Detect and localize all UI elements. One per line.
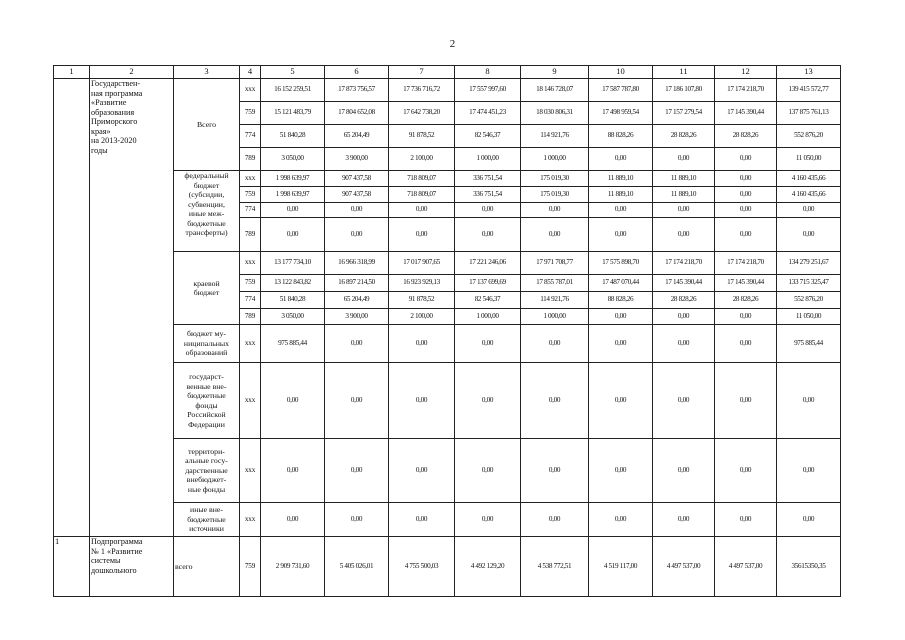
value-cell: 0,00 bbox=[325, 218, 389, 252]
code-cell: 774 bbox=[240, 292, 261, 309]
value-cell: 0,00 bbox=[777, 203, 841, 218]
code-cell: xxx bbox=[240, 252, 261, 275]
funding-source-label: всего bbox=[174, 537, 240, 597]
value-cell: 17 736 716,72 bbox=[389, 79, 455, 102]
value-cell: 51 840,28 bbox=[261, 125, 325, 148]
value-cell: 0,00 bbox=[261, 439, 325, 503]
value-cell: 16 897 214,50 bbox=[325, 275, 389, 292]
code-cell: xxx bbox=[240, 79, 261, 102]
code-cell: xxx bbox=[240, 503, 261, 537]
value-cell: 91 878,52 bbox=[389, 292, 455, 309]
value-cell: 4 497 537,00 bbox=[653, 537, 715, 597]
value-cell: 2 100,00 bbox=[389, 309, 455, 325]
value-cell: 65 204,49 bbox=[325, 292, 389, 309]
value-cell: 17 186 107,80 bbox=[653, 79, 715, 102]
value-cell: 0,00 bbox=[521, 218, 589, 252]
value-cell: 114 921,76 bbox=[521, 125, 589, 148]
value-cell: 137 875 761,13 bbox=[777, 102, 841, 125]
value-cell: 15 121 483,79 bbox=[261, 102, 325, 125]
value-cell: 28 828,26 bbox=[715, 292, 777, 309]
value-cell: 11 050,00 bbox=[777, 309, 841, 325]
value-cell: 1 000,00 bbox=[455, 309, 521, 325]
value-cell: 175 019,30 bbox=[521, 187, 589, 203]
value-cell: 17 017 907,65 bbox=[389, 252, 455, 275]
funding-source-label: территори- альные госу- дарственные внебюджет- ные фонды bbox=[174, 439, 240, 503]
value-cell: 0,00 bbox=[389, 439, 455, 503]
value-cell: 17 642 738,20 bbox=[389, 102, 455, 125]
value-cell: 975 885,44 bbox=[261, 325, 325, 363]
value-cell: 0,00 bbox=[715, 171, 777, 187]
value-cell: 0,00 bbox=[777, 439, 841, 503]
value-cell: 0,00 bbox=[715, 218, 777, 252]
value-cell: 16 923 929,13 bbox=[389, 275, 455, 292]
program-number-cell bbox=[54, 79, 90, 537]
value-cell: 11 889,10 bbox=[653, 187, 715, 203]
subprogram-name: Подпрограмма № 1 «Развитие системы дошкольного bbox=[90, 537, 174, 597]
code-cell: 789 bbox=[240, 218, 261, 252]
value-cell: 0,00 bbox=[653, 363, 715, 439]
code-cell: 774 bbox=[240, 125, 261, 148]
funding-source-label: иные вне- бюджетные источники bbox=[174, 503, 240, 537]
value-cell: 0,00 bbox=[715, 148, 777, 171]
value-cell: 17 145 390,44 bbox=[715, 275, 777, 292]
value-cell: 17 557 997,60 bbox=[455, 79, 521, 102]
value-cell: 1 000,00 bbox=[521, 148, 589, 171]
value-cell: 28 828,26 bbox=[653, 125, 715, 148]
value-cell: 0,00 bbox=[325, 503, 389, 537]
value-cell: 0,00 bbox=[261, 218, 325, 252]
value-cell: 17 873 756,57 bbox=[325, 79, 389, 102]
value-cell: 552 876,20 bbox=[777, 125, 841, 148]
funding-source-label: краевой бюджет bbox=[174, 252, 240, 325]
value-cell: 4 538 772,51 bbox=[521, 537, 589, 597]
value-cell: 28 828,26 bbox=[653, 292, 715, 309]
value-cell: 0,00 bbox=[777, 363, 841, 439]
value-cell: 0,00 bbox=[455, 363, 521, 439]
column-header: 11 bbox=[653, 66, 715, 79]
value-cell: 4 755 500,03 bbox=[389, 537, 455, 597]
value-cell: 4 497 537,00 bbox=[715, 537, 777, 597]
value-cell: 11 889,10 bbox=[653, 171, 715, 187]
value-cell: 0,00 bbox=[261, 363, 325, 439]
value-cell: 51 840,28 bbox=[261, 292, 325, 309]
value-cell: 2 100,00 bbox=[389, 148, 455, 171]
budget-table bbox=[53, 65, 841, 597]
value-cell: 17 157 279,54 bbox=[653, 102, 715, 125]
value-cell: 17 174 218,70 bbox=[653, 252, 715, 275]
value-cell: 0,00 bbox=[261, 203, 325, 218]
value-cell: 0,00 bbox=[455, 218, 521, 252]
value-cell: 0,00 bbox=[325, 439, 389, 503]
value-cell: 0,00 bbox=[589, 325, 653, 363]
column-header: 7 bbox=[389, 66, 455, 79]
value-cell: 88 828,26 bbox=[589, 125, 653, 148]
value-cell: 17 221 246,06 bbox=[455, 252, 521, 275]
value-cell: 336 751,54 bbox=[455, 187, 521, 203]
value-cell: 1 000,00 bbox=[455, 148, 521, 171]
value-cell: 175 019,30 bbox=[521, 171, 589, 187]
value-cell: 0,00 bbox=[715, 187, 777, 203]
value-cell: 11 889,10 bbox=[589, 187, 653, 203]
value-cell: 0,00 bbox=[777, 218, 841, 252]
value-cell: 4 160 435,66 bbox=[777, 187, 841, 203]
column-header: 9 bbox=[521, 66, 589, 79]
value-cell: 0,00 bbox=[521, 203, 589, 218]
code-cell: xxx bbox=[240, 325, 261, 363]
column-header: 6 bbox=[325, 66, 389, 79]
value-cell: 17 174 218,70 bbox=[715, 252, 777, 275]
value-cell: 65 204,49 bbox=[325, 125, 389, 148]
column-header: 3 bbox=[174, 66, 240, 79]
value-cell: 17 971 708,77 bbox=[521, 252, 589, 275]
funding-source-label: государст- венные вне- бюджетные фонды Российской Федерации bbox=[174, 363, 240, 439]
funding-source-label: федеральный бюджет (субсидии, субвенции, иные меж- бюджетные трансферты) bbox=[174, 171, 240, 252]
value-cell: 0,00 bbox=[455, 203, 521, 218]
value-cell: 0,00 bbox=[715, 309, 777, 325]
value-cell: 0,00 bbox=[389, 218, 455, 252]
code-cell: 774 bbox=[240, 203, 261, 218]
value-cell: 0,00 bbox=[325, 203, 389, 218]
value-cell: 114 921,76 bbox=[521, 292, 589, 309]
value-cell: 4 492 129,20 bbox=[455, 537, 521, 597]
value-cell: 552 876,20 bbox=[777, 292, 841, 309]
value-cell: 17 145 390,44 bbox=[715, 102, 777, 125]
column-header: 4 bbox=[240, 66, 261, 79]
value-cell: 17 575 898,70 bbox=[589, 252, 653, 275]
value-cell: 0,00 bbox=[777, 503, 841, 537]
value-cell: 0,00 bbox=[589, 148, 653, 171]
value-cell: 0,00 bbox=[521, 439, 589, 503]
value-cell: 0,00 bbox=[389, 203, 455, 218]
value-cell: 0,00 bbox=[521, 325, 589, 363]
value-cell: 11 889,10 bbox=[589, 171, 653, 187]
code-cell: 789 bbox=[240, 148, 261, 171]
value-cell: 0,00 bbox=[653, 218, 715, 252]
column-header: 13 bbox=[777, 66, 841, 79]
value-cell: 88 828,26 bbox=[589, 292, 653, 309]
column-header: 5 bbox=[261, 66, 325, 79]
value-cell: 2 909 731,60 bbox=[261, 537, 325, 597]
column-header: 2 bbox=[90, 66, 174, 79]
page-number: 2 bbox=[449, 38, 456, 50]
value-cell: 0,00 bbox=[589, 218, 653, 252]
code-cell: xxx bbox=[240, 171, 261, 187]
value-cell: 975 885,44 bbox=[777, 325, 841, 363]
value-cell: 16 966 318,99 bbox=[325, 252, 389, 275]
value-cell: 18 030 806,31 bbox=[521, 102, 589, 125]
value-cell: 0,00 bbox=[715, 203, 777, 218]
code-cell: xxx bbox=[240, 439, 261, 503]
value-cell: 0,00 bbox=[455, 503, 521, 537]
code-cell: 789 bbox=[240, 309, 261, 325]
value-cell: 17 137 699,69 bbox=[455, 275, 521, 292]
value-cell: 35615350,35 bbox=[777, 537, 841, 597]
value-cell: 13 177 734,10 bbox=[261, 252, 325, 275]
subprogram-row bbox=[54, 537, 841, 597]
value-cell: 0,00 bbox=[715, 363, 777, 439]
value-cell: 133 715 325,47 bbox=[777, 275, 841, 292]
subprogram-number: 1 bbox=[54, 537, 90, 597]
value-cell: 907 437,58 bbox=[325, 187, 389, 203]
value-cell: 0,00 bbox=[389, 503, 455, 537]
code-cell: 759 bbox=[240, 187, 261, 203]
value-cell: 1 000,00 bbox=[521, 309, 589, 325]
value-cell: 0,00 bbox=[715, 503, 777, 537]
value-cell: 0,00 bbox=[715, 439, 777, 503]
value-cell: 0,00 bbox=[653, 439, 715, 503]
value-cell: 82 546,37 bbox=[455, 292, 521, 309]
value-cell: 0,00 bbox=[653, 309, 715, 325]
value-cell: 718 809,07 bbox=[389, 171, 455, 187]
value-cell: 17 855 787,01 bbox=[521, 275, 589, 292]
column-header: 10 bbox=[589, 66, 653, 79]
value-cell: 139 415 572,77 bbox=[777, 79, 841, 102]
value-cell: 0,00 bbox=[589, 309, 653, 325]
value-cell: 3 050,00 bbox=[261, 148, 325, 171]
value-cell: 3 050,00 bbox=[261, 309, 325, 325]
value-cell: 4 160 435,66 bbox=[777, 171, 841, 187]
value-cell: 3 900,00 bbox=[325, 148, 389, 171]
column-header: 12 bbox=[715, 66, 777, 79]
code-cell: 759 bbox=[240, 537, 261, 597]
value-cell: 718 809,07 bbox=[389, 187, 455, 203]
value-cell: 0,00 bbox=[455, 325, 521, 363]
value-cell: 0,00 bbox=[261, 503, 325, 537]
value-cell: 13 122 843,82 bbox=[261, 275, 325, 292]
value-cell: 5 405 026,01 bbox=[325, 537, 389, 597]
value-cell: 16 152 259,51 bbox=[261, 79, 325, 102]
value-cell: 0,00 bbox=[589, 503, 653, 537]
value-cell: 0,00 bbox=[325, 363, 389, 439]
value-cell: 17 487 070,44 bbox=[589, 275, 653, 292]
value-cell: 0,00 bbox=[653, 325, 715, 363]
value-cell: 1 998 639,97 bbox=[261, 171, 325, 187]
value-cell: 0,00 bbox=[653, 148, 715, 171]
value-cell: 0,00 bbox=[653, 203, 715, 218]
value-cell: 0,00 bbox=[653, 503, 715, 537]
funding-source-label: бюджет му- ниципальных образований bbox=[174, 325, 240, 363]
value-cell: 0,00 bbox=[715, 325, 777, 363]
funding-source-label: Всего bbox=[174, 79, 240, 171]
value-cell: 17 145 390,44 bbox=[653, 275, 715, 292]
header-row bbox=[54, 66, 841, 79]
code-cell: 759 bbox=[240, 102, 261, 125]
code-cell: 759 bbox=[240, 275, 261, 292]
table-row bbox=[54, 79, 841, 102]
value-cell: 134 279 251,67 bbox=[777, 252, 841, 275]
code-cell: xxx bbox=[240, 363, 261, 439]
value-cell: 28 828,26 bbox=[715, 125, 777, 148]
value-cell: 0,00 bbox=[325, 325, 389, 363]
value-cell: 0,00 bbox=[589, 439, 653, 503]
value-cell: 0,00 bbox=[521, 363, 589, 439]
value-cell: 11 050,00 bbox=[777, 148, 841, 171]
value-cell: 4 519 117,00 bbox=[589, 537, 653, 597]
value-cell: 0,00 bbox=[455, 439, 521, 503]
value-cell: 1 998 639,97 bbox=[261, 187, 325, 203]
value-cell: 3 900,00 bbox=[325, 309, 389, 325]
value-cell: 82 546,37 bbox=[455, 125, 521, 148]
value-cell: 0,00 bbox=[589, 203, 653, 218]
value-cell: 17 474 451,23 bbox=[455, 102, 521, 125]
value-cell: 336 751,54 bbox=[455, 171, 521, 187]
value-cell: 18 146 728,07 bbox=[521, 79, 589, 102]
value-cell: 0,00 bbox=[389, 325, 455, 363]
value-cell: 17 587 787,80 bbox=[589, 79, 653, 102]
value-cell: 0,00 bbox=[589, 363, 653, 439]
value-cell: 17 498 959,54 bbox=[589, 102, 653, 125]
value-cell: 17 804 652,08 bbox=[325, 102, 389, 125]
column-header: 8 bbox=[455, 66, 521, 79]
value-cell: 907 437,58 bbox=[325, 171, 389, 187]
value-cell: 0,00 bbox=[389, 363, 455, 439]
value-cell: 0,00 bbox=[521, 503, 589, 537]
program-name: Государствен- ная программа «Развитие образования Приморского края» на 2013-2020 годы bbox=[90, 79, 174, 537]
column-header: 1 bbox=[54, 66, 90, 79]
value-cell: 91 878,52 bbox=[389, 125, 455, 148]
value-cell: 17 174 218,70 bbox=[715, 79, 777, 102]
